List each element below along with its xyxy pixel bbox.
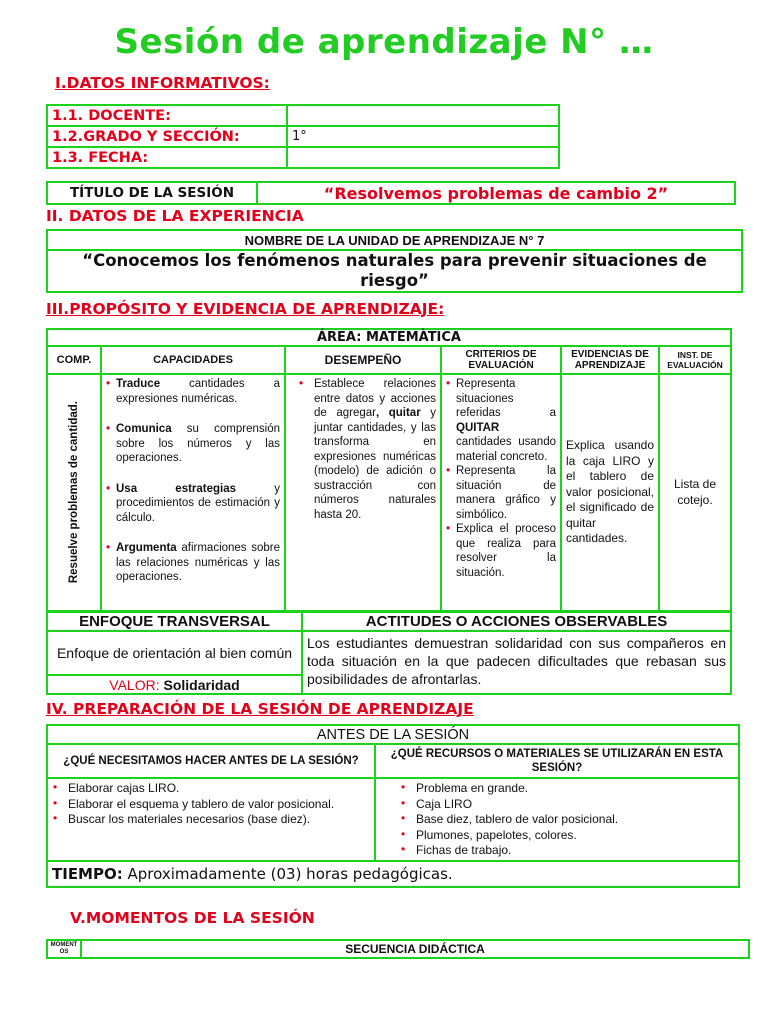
recurso-item: • Caja LIRO: [392, 797, 734, 813]
section-datos-experiencia: II. DATOS DE LA EXPERIENCIA: [46, 207, 304, 225]
competencia-cell: [47, 374, 101, 611]
proposito-table: [46, 328, 732, 612]
tiempo-cell: [47, 861, 739, 887]
preparacion-table: [46, 724, 740, 888]
section-proposito: III.PROPÓSITO Y EVIDENCIA DE APRENDIZAJE:: [46, 300, 445, 318]
capacidad-item: • Traduce cantidades a expresiones numéricas.: [106, 377, 280, 406]
instrumento-cell: Lista de cotejo.: [659, 374, 731, 611]
unidad-table: [46, 229, 743, 293]
enfoque-header: ENFOQUE TRANSVERSAL: [47, 612, 302, 631]
fecha-value: [287, 147, 559, 168]
recurso-item: • Plumones, papelotes, colores.: [392, 828, 734, 844]
enfoque-cell: Enfoque de orientación al bien común: [47, 631, 302, 675]
necesitamos-list: [44, 781, 370, 828]
capacidad-item: • Argumenta afirmaciones sobre las relaciones numéricas y las operaciones.: [106, 541, 280, 585]
valor-label: VALOR:: [109, 676, 160, 693]
grado-value: 1°: [287, 126, 559, 147]
necesitamos-item: • Elaborar el esquema y tablero de valor posicional.: [44, 797, 370, 813]
antes-header: ANTES DE LA SESIÓN: [47, 725, 739, 744]
recurso-item: • Base diez, tablero de valor posicional.: [392, 812, 734, 828]
enfoque-table: [46, 611, 732, 695]
info-table: [46, 104, 560, 169]
unidad-name: “Conocemos los fenómenos naturales para prevenir situaciones de riesgo”: [47, 250, 742, 292]
area-header: ÁREA: MATEMÀTICA: [47, 329, 731, 346]
fecha-label: 1.3. FECHA:: [47, 147, 287, 168]
criterios-header: CRITERIOS DE EVALUACIÓN: [441, 346, 561, 374]
comp-header: COMP.: [47, 346, 101, 374]
capacidades-list: [106, 377, 280, 585]
actitudes-header: ACTITUDES O ACCIONES OBSERVABLES: [302, 612, 731, 631]
criterios-cell: [441, 374, 561, 611]
criterios-list: [446, 377, 556, 580]
capacidad-item: • Usa estrategias y procedimientos de estimación y cálculo.: [106, 482, 280, 526]
capacidades-header: CAPACIDADES: [101, 346, 285, 374]
docente-value: [287, 105, 559, 126]
docente-label: 1.1. DOCENTE:: [47, 105, 287, 126]
page-title: Sesión de aprendizaje N° …: [114, 22, 654, 62]
recurso-item: • Problema en grande.: [392, 781, 734, 797]
grado-label: 1.2.GRADO Y SECCIÓN:: [47, 126, 287, 147]
criterio-item: • Representa situaciones referidas a QUITAR cantidades usando material concreto.: [446, 377, 556, 464]
section-datos-informativos: I.DATOS INFORMATIVOS:: [55, 74, 270, 92]
desempeno-cell: [285, 374, 441, 611]
criterio-item: • Representa la situación de manera gráfico y simbólico.: [446, 464, 556, 522]
desempeno-header: DESEMPEÑO: [285, 346, 441, 374]
recursos-cell: [375, 778, 739, 861]
secuencia-header: SECUENCIA DIDÁCTICA: [81, 940, 749, 958]
necesitamos-item: • Elaborar cajas LIRO.: [44, 781, 370, 797]
necesitamos-header: ¿QUÉ NECESITAMOS HACER ANTES DE LA SESIÓN?: [47, 744, 375, 778]
section-preparacion: IV. PREPARACIÓN DE LA SESIÓN DE APRENDIZAJE: [46, 700, 474, 718]
recursos-list: [392, 781, 734, 859]
evidencias-header: EVIDENCIAS DE APRENDIZAJE: [561, 346, 659, 374]
valor-cell: [47, 675, 302, 694]
tiempo-label: TIEMPO:: [52, 865, 123, 883]
momentos-header: MOMENTOS: [47, 940, 81, 958]
desempeno-item: • Establece relaciones entre datos y acciones de agregar, quitar y juntar cantidades, y las transforma en expresiones numéricas (modelo) de adición o sustracción con números naturales hasta 20.: [290, 377, 436, 522]
inst-header: INST. DE EVALUACIÓN: [659, 346, 731, 374]
titulo-label: TÍTULO DE LA SESIÓN: [47, 182, 257, 204]
necesitamos-item: • Buscar los materiales necesarios (base diez).: [44, 812, 370, 828]
titulo-value: “Resolvemos problemas de cambio 2”: [257, 182, 735, 204]
competencia-text: Resuelve problemas de cantidad.: [68, 401, 80, 584]
recursos-header: ¿QUÉ RECURSOS O MATERIALES SE UTILIZARÁN EN ESTA SESIÓN?: [375, 744, 739, 778]
necesitamos-cell: [47, 778, 375, 861]
evidencias-cell: Explica usando la caja LIRO y el tablero de valor posicional, el significado de quitar cantidades.: [561, 374, 659, 611]
capacidades-cell: [101, 374, 285, 611]
desempeno-list: [290, 377, 436, 522]
capacidad-item: • Comunica su comprensión sobre los números y las operaciones.: [106, 422, 280, 466]
recurso-item: • Fichas de trabajo.: [392, 843, 734, 859]
section-momentos: V.MOMENTOS DE LA SESIÓN: [70, 909, 315, 927]
titulo-table: [46, 181, 736, 205]
criterio-item: • Explica el proceso que realiza para resolver la situación.: [446, 522, 556, 580]
tiempo-value: Aproximadamente (03) horas pedagógicas.: [122, 865, 453, 883]
actitudes-cell: Los estudiantes demuestran solidaridad con sus compañeros en toda situación en la que padecen dificultades que rebasan sus posibilidades de afrontarlas.: [302, 631, 731, 694]
unidad-header: NOMBRE DE LA UNIDAD DE APRENDIZAJE N° 7: [47, 230, 742, 250]
valor-value: Solidaridad: [163, 676, 240, 693]
momentos-table: [46, 939, 750, 959]
